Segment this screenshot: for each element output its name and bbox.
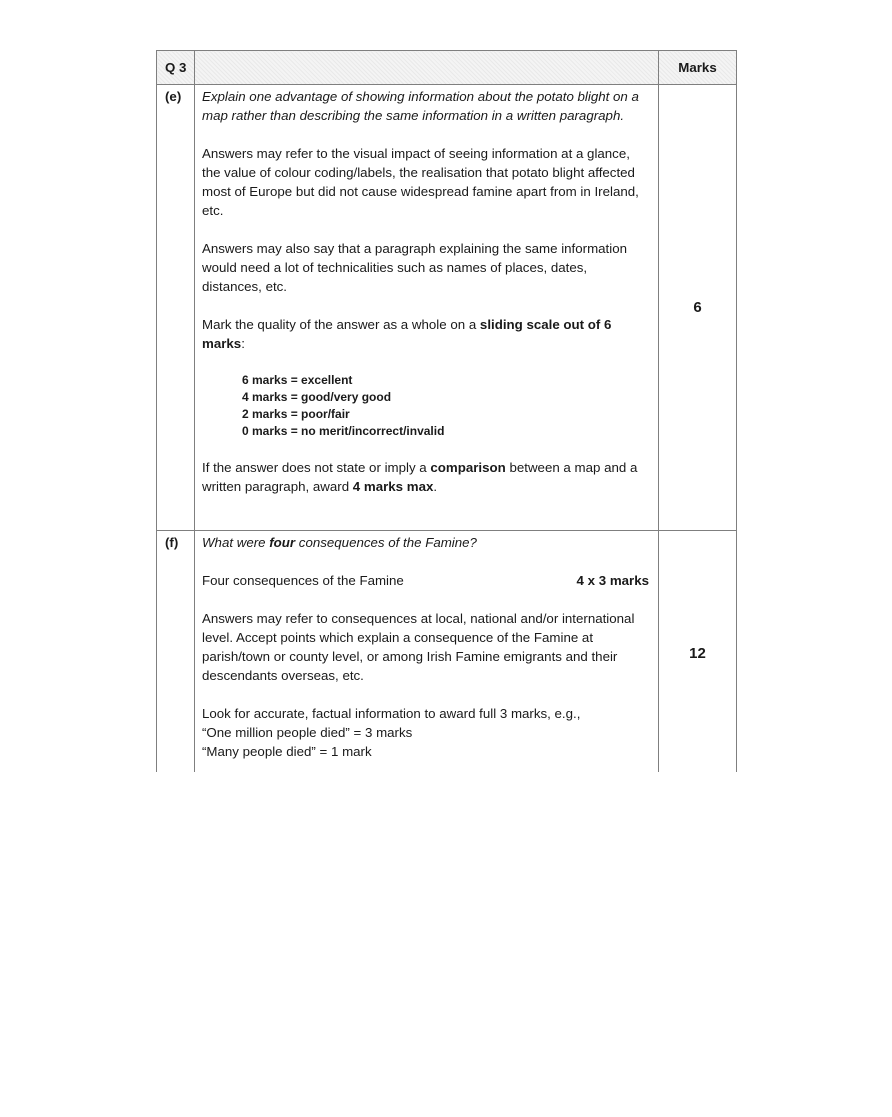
part-f-row	[157, 531, 737, 773]
part-f-question: What were four consequences of the Famine?	[202, 535, 477, 550]
part-e-paragraph-3: Mark the quality of the answer as a whole on a sliding scale out of 6 marks:	[202, 317, 612, 351]
sliding-scale-list	[242, 372, 649, 440]
part-f-paragraph-2: Look for accurate, factual information to award full 3 marks, e.g., “One million people died” = 3 marks “Many people died” = 1 mark	[202, 706, 581, 759]
marking-scheme-table	[156, 50, 737, 772]
consequences-label: Four consequences of the Famine	[202, 573, 404, 588]
consequences-line	[202, 571, 649, 590]
scale-item: 4 marks = good/very good	[242, 390, 392, 404]
part-e-marks: 6	[659, 85, 737, 531]
part-e-paragraph-1: Answers may refer to the visual impact of seeing information at a glance, the value of colour coding/labels, the realisation that potato blight affected most of Europe but did not cause widespread famine apart from in Ireland, etc.	[202, 146, 639, 218]
part-e-paragraph-2: Answers may also say that a paragraph explaining the same information would need a lot of technicalities such as names of places, dates, distances, etc.	[202, 241, 627, 294]
part-e-row	[157, 85, 737, 531]
question-number: Q 3	[157, 51, 195, 85]
part-f-marks: 12	[659, 531, 737, 773]
part-e-paragraph-4: If the answer does not state or imply a comparison between a map and a written paragraph, award 4 marks max.	[202, 460, 638, 494]
part-e-label: (e)	[157, 85, 195, 531]
table-header-row	[157, 51, 737, 85]
marks-column-header: Marks	[659, 51, 737, 85]
consequences-marks: 4 x 3 marks	[576, 573, 649, 588]
part-f-paragraph-1: Answers may refer to consequences at local, national and/or international level. Accept points which explain a consequence of the Famine at parish/town or county level, or among Irish Famine emigrants and their descendants overseas, etc.	[202, 611, 635, 683]
scale-item: 6 marks = excellent	[242, 373, 353, 387]
part-f-label: (f)	[157, 531, 195, 773]
scale-item: 0 marks = no merit/incorrect/invalid	[242, 424, 445, 438]
header-blank-cell	[195, 51, 659, 85]
part-f-content	[195, 531, 659, 773]
part-e-content	[195, 85, 659, 531]
scale-item: 2 marks = poor/fair	[242, 407, 350, 421]
part-e-question: Explain one advantage of showing information about the potato blight on a map rather than describing the same information in a written paragraph.	[202, 89, 639, 123]
